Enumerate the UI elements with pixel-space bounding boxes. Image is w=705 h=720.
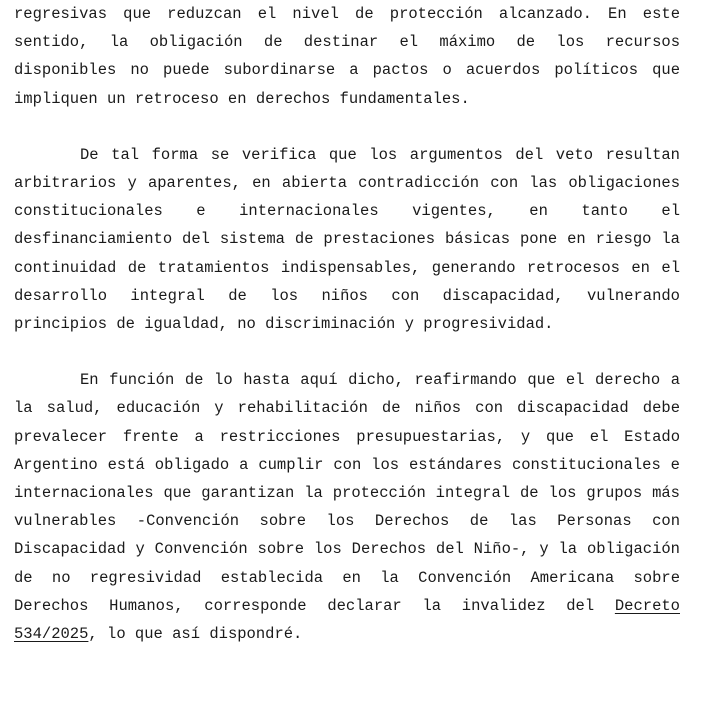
decree-link[interactable]: Decreto 534/2025 [14, 596, 680, 644]
paragraph-conclusion-text: En función de lo hasta aquí dicho, reafirmando que el derecho a la salud, educación y rehabilitación de niños con discapacidad debe prevalecer frente a restricciones presupuestarias, y que el Estado Argentino está obligado a cumplir con los estándares constitucionales e internacionales que garantizan la protección integral de los grupos más vulnerables -Convención sobre los Derechos de las Personas con Discapacidad y Convención sobre los Derechos del Niño-, y la obligación de no regresividad establecida en la Convención Americana sobre Derechos Humanos, corresponde declarar la invalidez del [14, 371, 680, 615]
paragraph-conclusion-ending: , lo que así dispondré. [88, 625, 303, 644]
paragraph-veto-analysis: De tal forma se verifica que los argumentos del veto resultan arbitrarios y aparentes, en abierta contradicción con las obligaciones constitucionales e internacionales vigentes, en tanto el desfinanciamiento del sistema de prestaciones básicas pone en riesgo la continuidad de tratamientos indispensables, generando retrocesos en el desarrollo integral de los niños con discapacidad, vulnerando principios de igualdad, no discriminación y progresividad. [14, 145, 680, 334]
paragraph-conclusion [14, 366, 680, 648]
document-page [14, 0, 680, 648]
paragraph-continuation: regresivas que reduzcan el nivel de protección alcanzado. En este sentido, la obligación de destinar el máximo de los recursos disponibles no puede subordinarse a pactos o acuerdos políticos que impliquen un retroceso en derechos fundamentales. [14, 5, 680, 108]
